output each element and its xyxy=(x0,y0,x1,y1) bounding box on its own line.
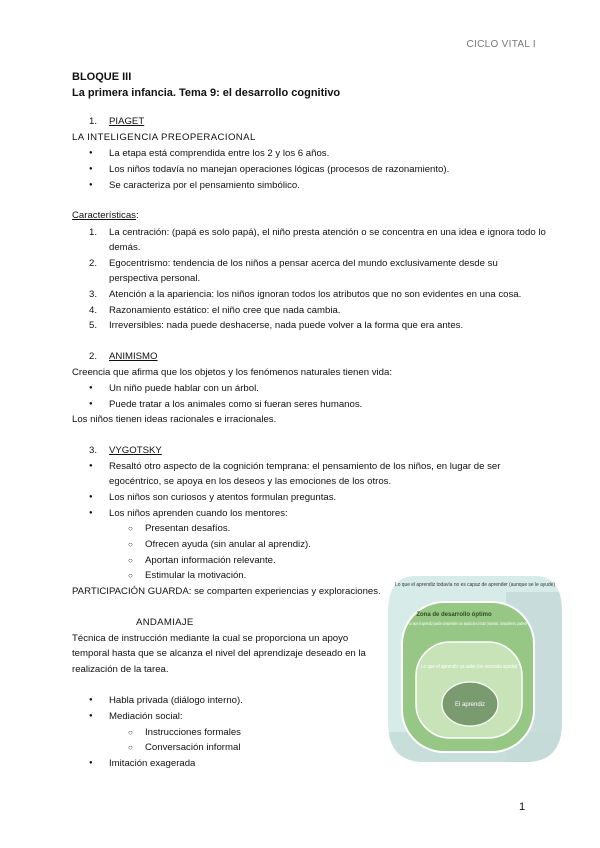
section-heading-animismo: ANIMISMO xyxy=(109,351,158,362)
char-number: 3. xyxy=(89,289,98,300)
mentor-item: ○ Aportan información relevante. xyxy=(145,553,276,569)
mediation-item: ○ Conversación informal xyxy=(145,740,240,756)
topic-title: La primera infancia. Tema 9: el desarrollo cognitivo xyxy=(72,87,341,99)
char-text-cont: demás. xyxy=(109,242,141,253)
section-number-piaget: 1. xyxy=(89,116,98,127)
andamiaje-bullet: ● Habla privada (diálogo interno). xyxy=(109,693,243,709)
andamiaje-bullet: ● Imitación exagerada xyxy=(109,756,195,772)
outer-zone-label: Lo que el aprendiz todavía no es capaz de aprender (aunque se le ayude) xyxy=(395,582,556,588)
piaget-subheading: LA INTELIGENCIA PREOPERACIONAL xyxy=(72,132,256,143)
char-text: La centración: (papá es solo papá), el niño presta atención o se concentra en una idea e ignora todo lo xyxy=(109,227,546,238)
char-text: Irreversibles: nada puede deshacerse, nada puede volver a la forma que era antes. xyxy=(109,320,464,331)
section-number-vygotsky: 3. xyxy=(89,445,98,456)
char-number: 1. xyxy=(89,227,98,238)
piaget-bullet: ● Se caracteriza por el pensamiento simbólico. xyxy=(109,178,300,194)
vygotsky-bullet-cont: egocéntrico, se apoya en los deseos y las emociones de los otros. xyxy=(109,476,392,487)
char-text: Atención a la apariencia: los niños ignoran todos los atributos que no son evidentes en una cosa. xyxy=(109,289,522,300)
vygotsky-bullet: ● Los niños son curiosos y atentos formulan preguntas. xyxy=(109,490,336,506)
zone-label: Lo que el aprendiz puede comprender con ayuda de un tutor (maestro, compañeros, padres) xyxy=(409,621,528,626)
animismo-intro: Creencia que afirma que los objetos y los fenómenos naturales tienen vida: xyxy=(72,367,392,378)
participacion-guiada: PARTICIPACIÓN GUARDA: se comparten experiencias y exploraciones. xyxy=(72,586,381,597)
characteristics-heading: Características: xyxy=(72,210,139,221)
zone-title: Zona de desarrollo óptimo xyxy=(416,612,492,618)
char-number: 2. xyxy=(89,258,98,269)
mentor-item: ○ Ofrecen ayuda (sin anular al aprendiz). xyxy=(145,537,311,553)
page-number: 1 xyxy=(519,801,526,813)
zpd-diagram xyxy=(386,572,564,764)
char-text-cont: perspectiva personal. xyxy=(109,273,201,284)
mentor-item: ○ Presentan desafíos. xyxy=(145,521,230,537)
andamiaje-text: temporal hasta que se alcanza el nivel del aprendizaje deseado en la xyxy=(72,648,366,659)
vygotsky-bullet: ● Los niños aprenden cuando los mentores: xyxy=(109,506,288,522)
vygotsky-bullet: ● Resaltó otro aspecto de la cognición temprana: el pensamiento de los niños, en lugar de ser xyxy=(109,459,500,475)
andamiaje-text: Técnica de instrucción mediante la cual se proporciona un apoyo xyxy=(72,633,349,644)
section-heading-vygotsky: VYGOTSKY xyxy=(109,445,162,456)
animismo-bullet: ● Puede tratar a los animales como si fueran seres humanos. xyxy=(109,397,362,413)
block-title: BLOQUE III xyxy=(72,71,132,83)
andamiaje-text: realización de la tarea. xyxy=(72,664,169,675)
section-heading-piaget: PIAGET xyxy=(109,116,145,127)
core-label: El aprendiz xyxy=(454,702,486,708)
animismo-outro: Los niños tienen ideas racionales e irracionales. xyxy=(72,414,277,425)
course-header: CICLO VITAL I xyxy=(466,39,536,50)
piaget-bullet: ● Los niños todavía no manejan operaciones lógicas (procesos de razonamiento). xyxy=(109,162,449,178)
inner-zone-label: Lo que el aprendiz ya sabe (no necesita ayuda) xyxy=(421,664,518,670)
section-number-animismo: 2. xyxy=(89,351,98,362)
char-number: 5. xyxy=(89,320,98,331)
char-text: Egocentrismo: tendencia de los niños a pensar acerca del mundo exclusivamente desde su xyxy=(109,258,498,269)
piaget-bullet: ● La etapa está comprendida entre los 2 y los 6 años. xyxy=(109,146,329,162)
char-number: 4. xyxy=(89,305,98,316)
andamiaje-heading: ANDAMIAJE xyxy=(136,617,194,628)
andamiaje-bullet: ● Mediación social: xyxy=(109,709,183,725)
animismo-bullet: ● Un niño puede hablar con un árbol. xyxy=(109,381,259,397)
mediation-item: ○ Instrucciones formales xyxy=(145,725,241,741)
mentor-item: ○ Estimular la motivación. xyxy=(145,568,246,584)
char-text: Razonamiento estático: el niño cree que nada cambia. xyxy=(109,305,341,316)
